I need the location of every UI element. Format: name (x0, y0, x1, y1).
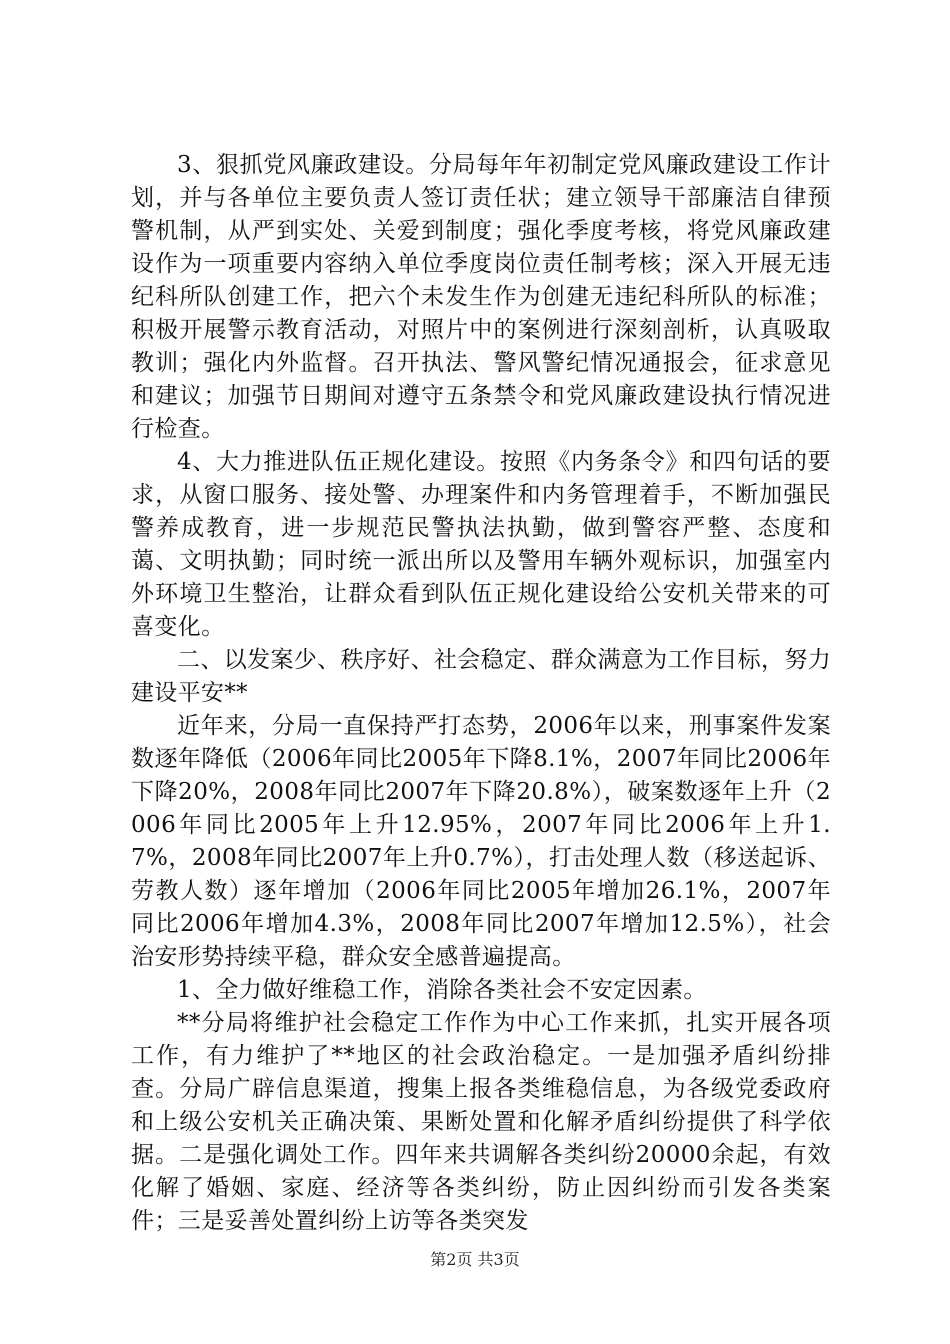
page-footer: 第2页 共3页 (430, 1250, 520, 1269)
paragraph-party-conduct: 3、狠抓党风廉政建设。分局每年年初制定党风廉政建设工作计划，并与各单位主要负责人签订责任状；建立领导干部廉洁自律预警机制，从严到实处、关爱到制度；强化季度考核，将党风廉政建设作为一项重要内容纳入单位季度岗位责任制考核；深入开展无违纪科所队创建工作，把六个未发生作为创建无违纪科所队的标准；积极开展警示教育活动，对照片中的案例进行深刻剖析，认真吸取教训；强化内外监督。召开执法、警风警纪情况通报会，征求意见和建议；加强节日期间对遵守五条禁令和党风廉政建设执行情况进行检查。 (131, 152, 831, 442)
paragraph-stability-heading: 1、全力做好维稳工作，消除各类社会不安定因素。 (177, 977, 707, 1003)
paragraph-stability-work: **分局将维护社会稳定工作作为中心工作来抓，扎实开展各项工作，有力维护了**地区的社会政治稳定。一是加强矛盾纠纷排查。分局广辟信息渠道，搜集上报各类维稳信息，为各级党委政府和上级公安机关正确决策、果断处置和化解矛盾纠纷提供了科学依据。二是强化调处工作。四年来共调解各类纠纷20000余起，有效化解了婚姻、家庭、经济等各类纠纷，防止因纠纷而引发各类案件；三是妥善处置纠纷上访等各类突发 (131, 1010, 831, 1234)
document-body (131, 149, 831, 1238)
section-heading-2: 二、以发案少、秩序好、社会稳定、群众满意为工作目标，努力建设平安** (131, 647, 831, 706)
paragraph-team-standardization: 4、大力推进队伍正规化建设。按照《内务条令》和四句话的要求，从窗口服务、接处警、办理案件和内务管理着手，不断加强民警养成教育，进一步规范民警执法执勤，做到警容严整、态度和蔼、文明执勤；同时统一派出所以及警用车辆外观标识，加强室内外环境卫生整治，让群众看到队伍正规化建设给公安机关带来的可喜变化。 (131, 449, 831, 640)
paragraph-crime-statistics: 近年来，分局一直保持严打态势，2006年以来，刑事案件发案数逐年降低（2006年同比2005年下降8.1%，2007年同比2006年下降20%，2008年同比2007年下降20.8%），破案数逐年上升（2006年同比2005年上升12.95%，2007年同比2006年上升1.7%，2008年同比2007年上升0.7%），打击处理人数（移送起诉、劳教人数）逐年增加（2006年同比2005年增加26.1%，2007年同比2006年增加4.3%，2008年同比2007年增加12.5%），社会治安形势持续平稳，群众安全感普遍提高。 (131, 713, 831, 970)
